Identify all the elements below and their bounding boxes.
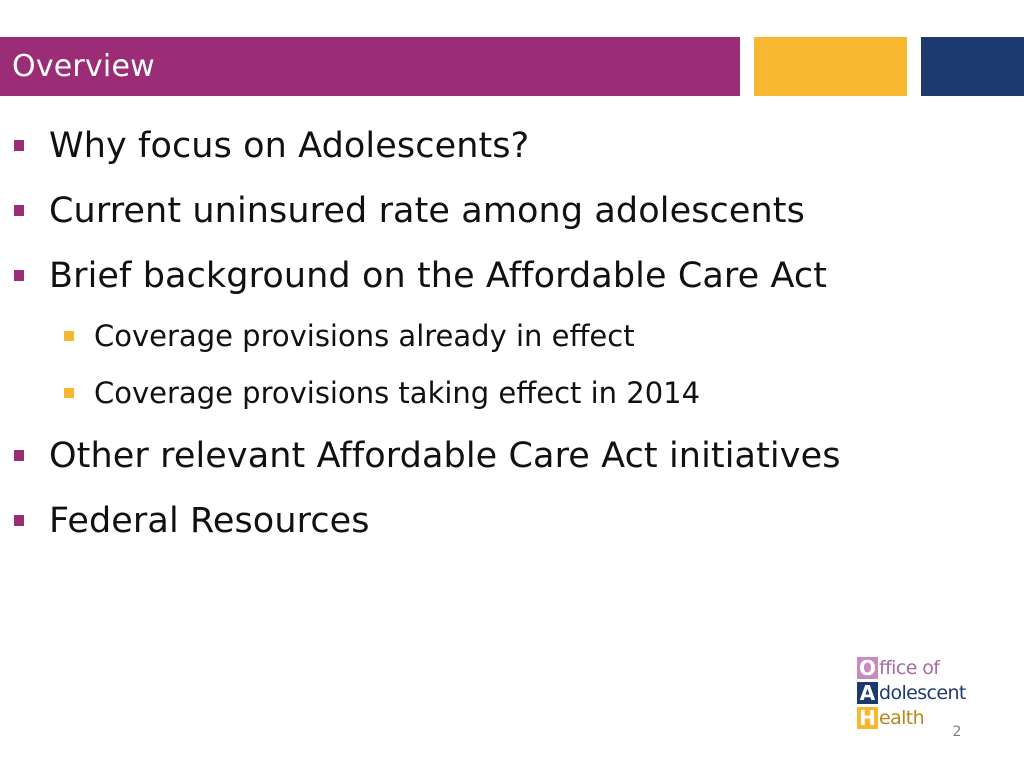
logo-text: dolescent	[879, 682, 966, 704]
bullet-text: Brief background on the Affordable Care Act	[49, 256, 828, 296]
sub-bullet-text: Coverage provisions taking effect in 2014	[94, 376, 701, 410]
slide-title: Overview	[12, 49, 155, 84]
logo-letter-o: O	[858, 656, 876, 680]
office-of-adolescent-health-logo	[857, 652, 997, 732]
bullet-text: Other relevant Affordable Care Act initiatives	[49, 436, 841, 476]
bullet-text: Current uninsured rate among adolescents	[49, 191, 805, 231]
logo-letter-a: A	[857, 682, 878, 704]
square-bullet-icon	[14, 450, 24, 461]
bullet-item	[49, 434, 841, 478]
bullet-text: Federal Resources	[49, 501, 370, 541]
sub-bullet-text: Coverage provisions already in effect	[94, 319, 635, 353]
bullet-text: Why focus on Adolescents?	[49, 126, 530, 166]
bullet-item	[49, 499, 370, 543]
logo-text: ffice of	[879, 657, 940, 679]
logo-letter-h: H	[857, 707, 878, 729]
square-bullet-icon	[14, 515, 24, 526]
sub-bullet-item	[94, 375, 700, 411]
logo-text: ealth	[879, 707, 925, 729]
square-bullet-icon	[14, 205, 24, 216]
bullet-item	[49, 254, 827, 298]
sub-bullet-item	[94, 318, 635, 354]
square-bullet-icon	[14, 140, 24, 151]
page-number: 2	[952, 724, 962, 740]
square-bullet-icon	[64, 388, 74, 398]
square-bullet-icon	[64, 331, 74, 341]
bullet-item	[49, 124, 529, 168]
bullet-item	[49, 189, 805, 233]
square-bullet-icon	[14, 270, 24, 281]
